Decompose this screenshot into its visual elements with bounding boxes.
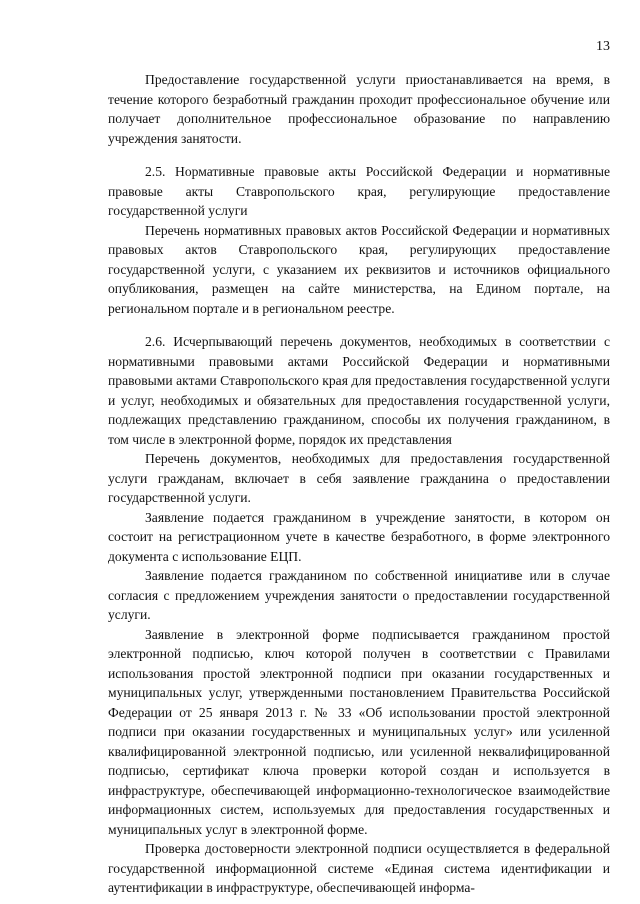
- section-heading-2-5: 2.5. Нормативные правовые акты Российской Федерации и нормативные правовые акты Ставропольского края, регулирующие предоставление государственной услуги: [108, 164, 610, 218]
- paragraph-documents-list: Перечень документов, необходимых для предоставления государственной услуги гражданам, включает в себя заявление гражданина о предоставлении государственной услуги.: [108, 451, 610, 505]
- paragraph-application-submission: Заявление подается гражданином в учреждение занятости, в котором он состоит на регистрационном учете в качестве безработного, в форме электронного документа с использование ЕЦП.: [108, 509, 610, 564]
- paragraph-suspension: Предоставление государственной услуги приостанавливается на время, в течение которого безработный гражданин проходит профессиональное обучение или получает дополнительное профессиональное образование по направлению учреждения занятости.: [108, 72, 610, 146]
- paragraph-legal-acts-list: Перечень нормативных правовых актов Российской Федерации и нормативных правовых актов Ставропольского края, регулирующих предоставление государственной услуги, с указанием их реквизитов и источников официального опубликования, размещен на сайте министерства, на Едином портале, на региональном портале и в региональном реестре.: [108, 222, 610, 316]
- page-number: 13: [596, 39, 610, 54]
- document-body: [108, 70, 610, 898]
- paragraph-application-initiative: Заявление подается гражданином по собственной инициативе или в случае согласия с предложением учреждения занятости о предоставлении государственной услуги.: [108, 568, 610, 622]
- paragraph-signature-verification: Проверка достоверности электронной подписи осуществляется в федеральной государственной информационной системе «Единая система идентификации и аутентификации в инфраструктуре, обеспечивающей информа-: [108, 841, 610, 895]
- section-heading-2-6: 2.6. Исчерпывающий перечень документов, необходимых в соответствии с нормативными правовыми актами Российской Федерации и нормативными правовыми актами Ставропольского края для предоставления государственной услуги и услуг, необходимых и обязательных для предоставления государственной услуги, подлежащих представлению гражданином, способы их получения гражданином, в том числе в электронной форме, порядок их представления: [108, 334, 610, 447]
- paragraph-electronic-signature: Заявление в электронной форме подписывается гражданином простой электронной подписью, ключ которой получен в соответствии с Правилами использования простой электронной подписи при оказании государственных и муниципальных услуг, утвержденными постановлением Правительства Российской Федерации от 25 января 2013 г. № 33 «Об использовании простой электронной подписи при оказании государственных и муниципальных услуг» или усиленной квалифицированной электронной подписью, или усиленной неквалифицированной подписью, сертификат ключа проверки которой создан и используется в инфраструктуре, обеспечивающей информационно-технологическое взаимодействие информационных систем, используемых для предоставления государственных и муниципальных услуг в электронной форме.: [108, 626, 610, 837]
